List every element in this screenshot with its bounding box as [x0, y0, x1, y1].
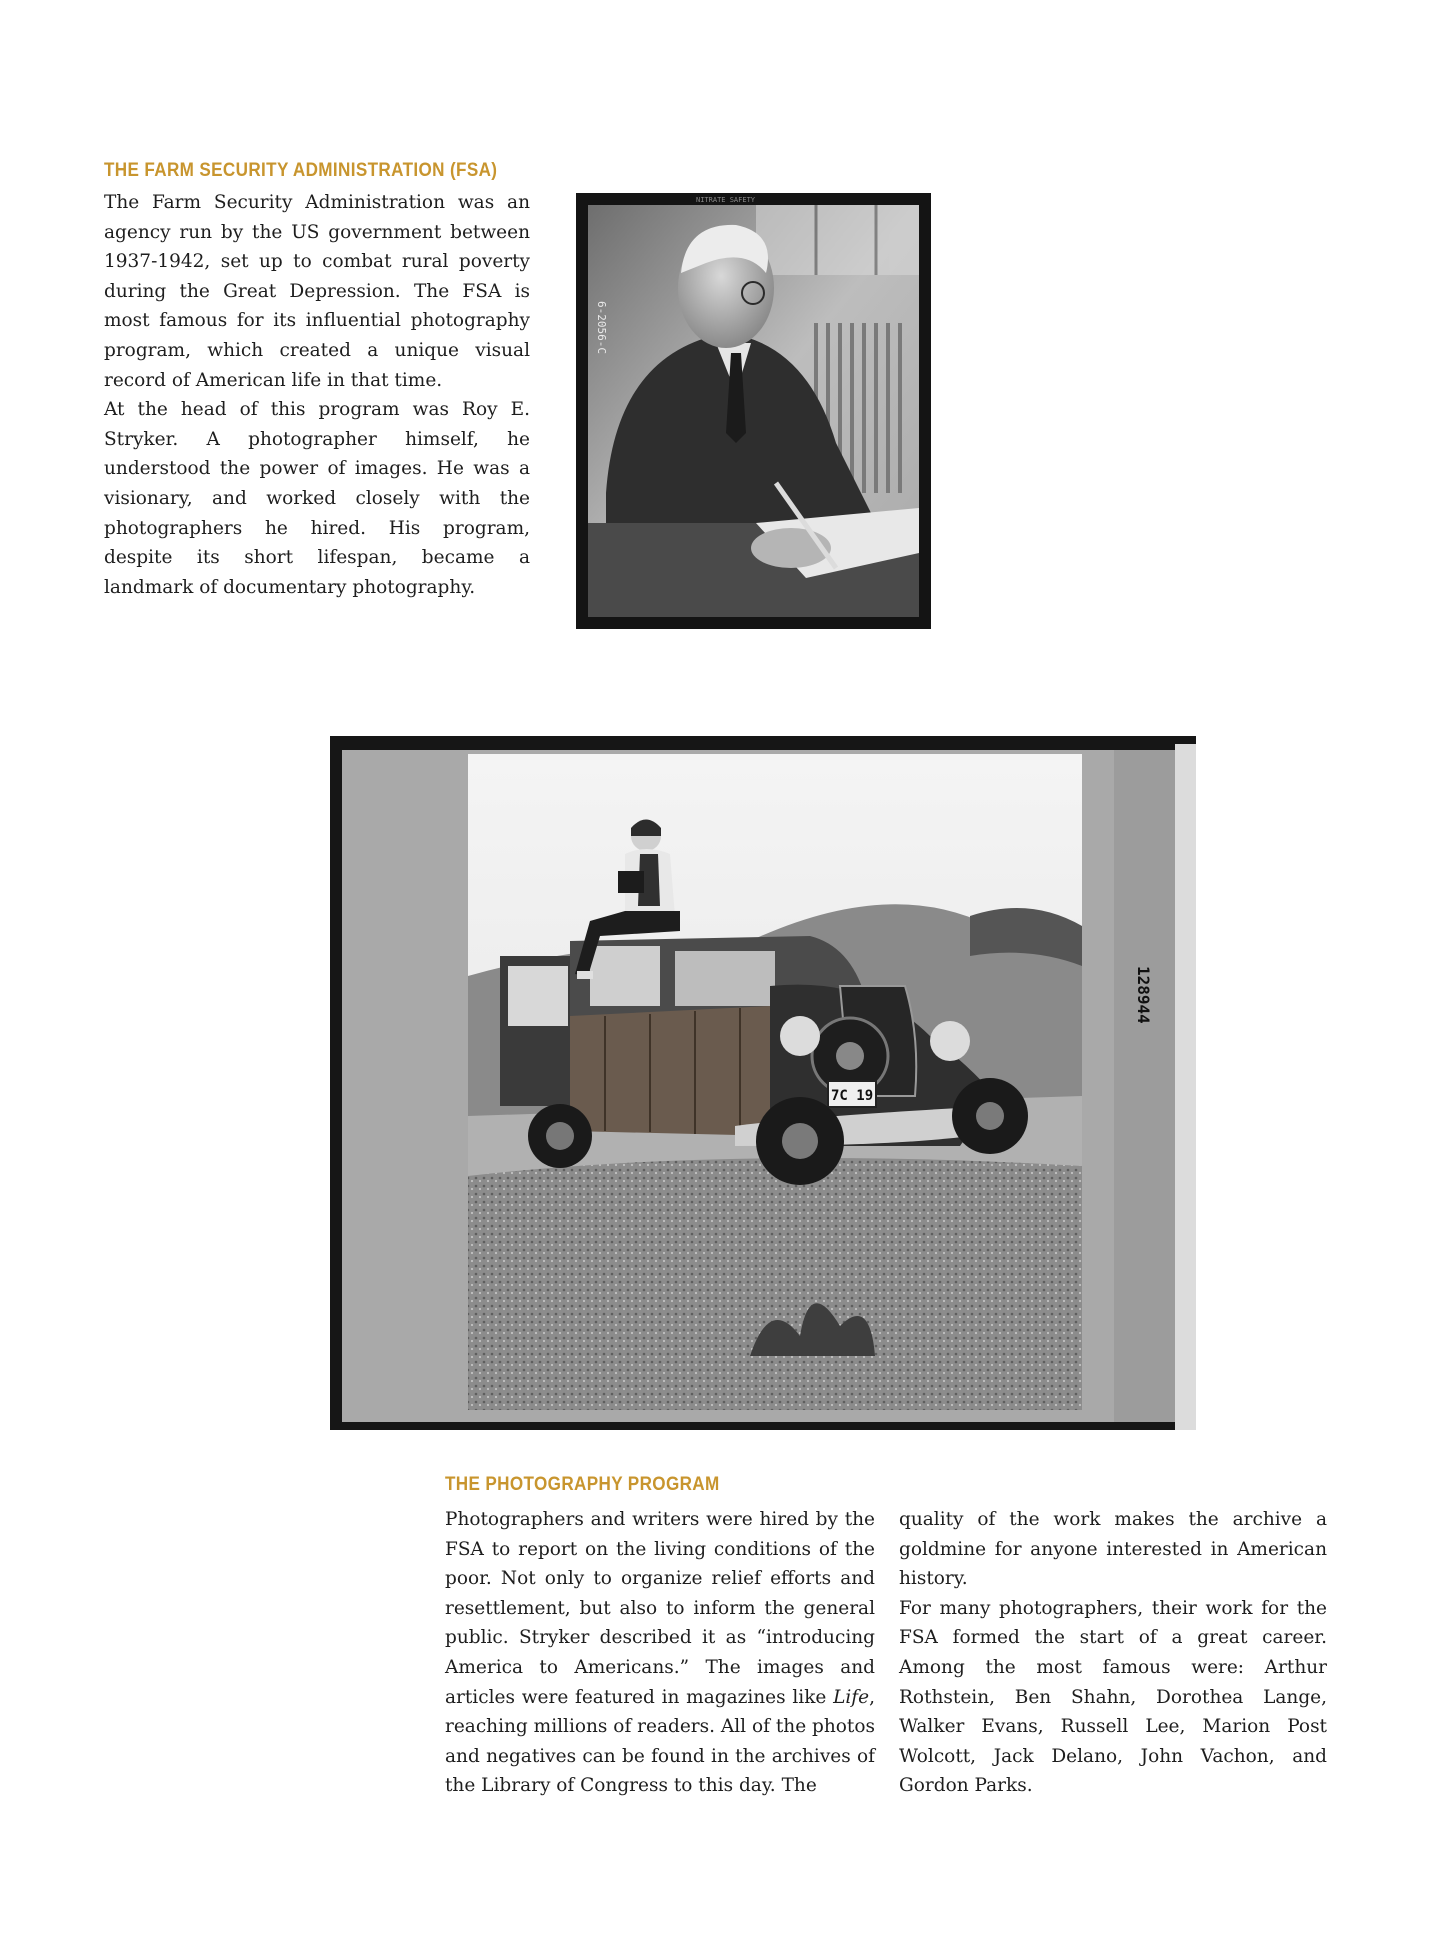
- stryker-portrait-photo: [576, 193, 931, 629]
- program-col1-text-b: , reaching millions of readers. All of the photos and negatives can be found in the archives of the Library of Congress to this day. The: [445, 1686, 875, 1797]
- fsa-heading: THE FARM SECURITY ADMINISTRATION (FSA): [104, 160, 498, 181]
- program-col2-paragraph-1: quality of the work makes the archive a goldmine for anyone interested in American history.: [899, 1509, 1327, 1590]
- car-negative-number: 128944: [1134, 966, 1153, 1024]
- fsa-paragraph-2: At the head of this program was Roy E. Stryker. A photographer himself, he understood the power of images. He was a visionary, and worked closely with the photographers he hired. His program, despite its short lifespan, became a landmark of documentary photography.: [104, 399, 530, 598]
- program-col2-paragraph-2: For many photographers, their work for the FSA formed the start of a great career. Among the most famous were: Arthur Rothstein, Ben Shahn, Dorothea Lange, Walker Evans, Russell Lee, Marion Post Wolcott, Jack Delano, John Vachon, and Gordon Parks.: [899, 1597, 1327, 1797]
- program-heading: THE PHOTOGRAPHY PROGRAM: [445, 1474, 720, 1495]
- car-photographer-photo: [330, 736, 1196, 1430]
- life-magazine-title: Life: [833, 1686, 870, 1708]
- program-col1-text-a: Photographers and writers were hired by the FSA to report on the living conditions of the poor. Not only to organize relief efforts and resettlement, but also to inform the general public. Stryker described it as “introducing America to Americans.” The images and articles were featured in magazines like: [445, 1509, 875, 1708]
- stryker-negative-number: 6-2056-C: [595, 301, 608, 354]
- fsa-paragraph-1: The Farm Security Administration was an agency run by the US government between 1937-1942, set up to combat rural poverty during the Great Depression. The FSA is most famous for its influential photography program, which created a unique visual record of American life in that time.: [104, 192, 530, 391]
- license-plate-text: 7C 19: [831, 1088, 874, 1104]
- program-column-2: [899, 1505, 1327, 1801]
- fsa-body: [104, 188, 530, 602]
- program-col1-paragraph: [445, 1505, 875, 1801]
- stryker-edge-text: NITRATE SAFETY: [696, 196, 756, 204]
- program-column-1: [445, 1505, 875, 1801]
